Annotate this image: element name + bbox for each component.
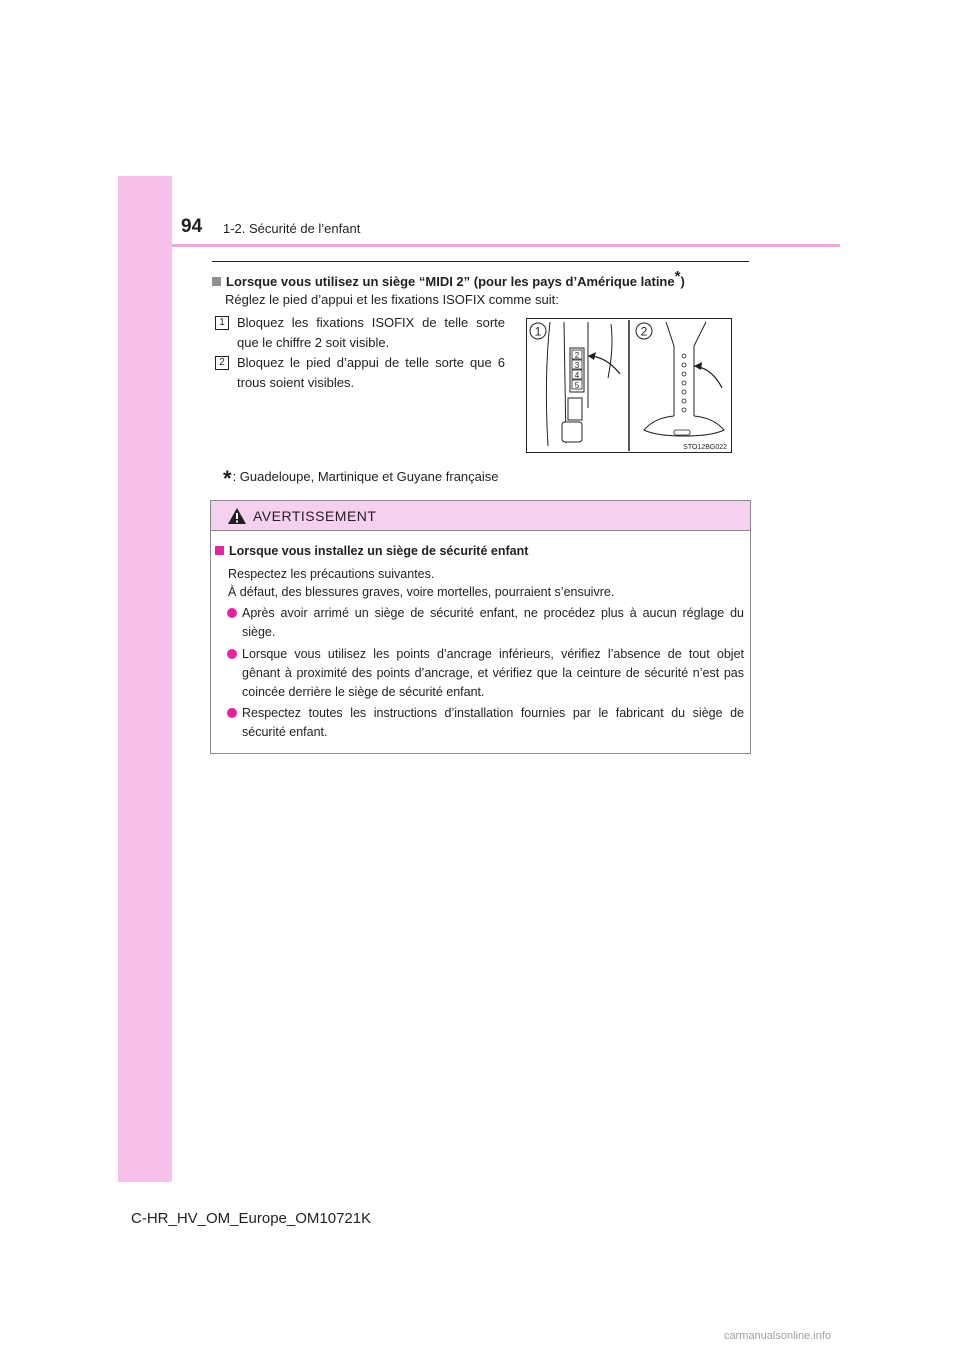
document-code: C-HR_HV_OM_Europe_OM10721K	[131, 1210, 372, 1227]
bullet-dot-icon	[227, 708, 237, 718]
heading-text: Lorsque vous utilisez un siège “MIDI 2” (pour les pays d’Amérique latine	[226, 274, 675, 289]
side-margin-band	[118, 176, 172, 1182]
illus-label-1: 1	[534, 324, 542, 339]
warning-heading-text: Lorsque vous installez un siège de sécurité enfant	[229, 544, 529, 558]
header-rule	[172, 244, 840, 247]
page-number: 94	[181, 216, 203, 237]
step-1	[219, 313, 505, 353]
warning-title: AVERTISSEMENT	[253, 508, 377, 524]
warning-square-icon	[215, 546, 224, 555]
isofix-number-boxes	[572, 350, 582, 390]
heading-square-icon	[212, 277, 221, 286]
warning-heading	[215, 544, 528, 558]
warning-bullet-3	[227, 704, 744, 742]
step-2	[219, 353, 505, 393]
watermark: carmanualsonline.info	[724, 1330, 832, 1342]
intro-text: Réglez le pied d’appui et les fixations ISOFIX comme suit:	[225, 292, 559, 307]
step-1-number: 1	[215, 316, 229, 330]
isofix-number-3: 3	[574, 361, 580, 370]
content-top-rule	[212, 261, 749, 262]
warning-line-2: À défaut, des blessures graves, voire mortelles, pourraient s’ensuivre.	[228, 585, 615, 599]
warning-bullet-3-text: Respectez toutes les instructions d’installation fournies par le fabricant du siège de sécurité enfant.	[242, 706, 744, 739]
isofix-illustration	[526, 318, 732, 453]
isofix-number-2: 2	[574, 351, 580, 360]
step-2-number: 2	[215, 356, 229, 370]
section-title: 1-2. Sécurité de l’enfant	[223, 221, 361, 236]
footnote-text: : Guadeloupe, Martinique et Guyane française	[232, 469, 499, 484]
isofix-number-5: 5	[574, 381, 580, 390]
footnote-asterisk: *	[223, 466, 232, 491]
warning-triangle-icon	[227, 507, 247, 525]
illus-label-2: 2	[640, 324, 648, 339]
bullet-dot-icon	[227, 649, 237, 659]
warning-line-1: Respectez les précautions suivantes.	[228, 567, 435, 581]
footnote	[223, 466, 499, 492]
warning-bullet-1	[227, 604, 744, 642]
warning-bullet-2	[227, 645, 744, 702]
warning-header	[211, 501, 750, 531]
warning-box	[210, 500, 751, 754]
illus-code: STO12BG022	[683, 444, 727, 451]
heading-close: )	[680, 274, 685, 289]
heading-asterisk: *	[674, 268, 681, 285]
warning-bullet-1-text: Après avoir arrimé un siège de sécurité enfant, ne procédez plus à aucun réglage du siège.	[242, 606, 744, 639]
warning-bullet-2-text: Lorsque vous utilisez les points d’ancrage inférieurs, vérifiez l’absence de tout objet gênant à proximité des points d’ancrage, et vérifiez que la ceinture de sécurité n’est pas coincée derrière le siège de sécurité enfant.	[242, 647, 744, 699]
step-2-text: Bloquez le pied d’appui de telle sorte que 6 trous soient visibles.	[237, 355, 505, 390]
bullet-dot-icon	[227, 608, 237, 618]
subsection-heading	[212, 268, 685, 289]
isofix-number-4: 4	[574, 371, 580, 380]
step-1-text: Bloquez les fixations ISOFIX de telle sorte que le chiffre 2 soit visible.	[237, 315, 505, 350]
